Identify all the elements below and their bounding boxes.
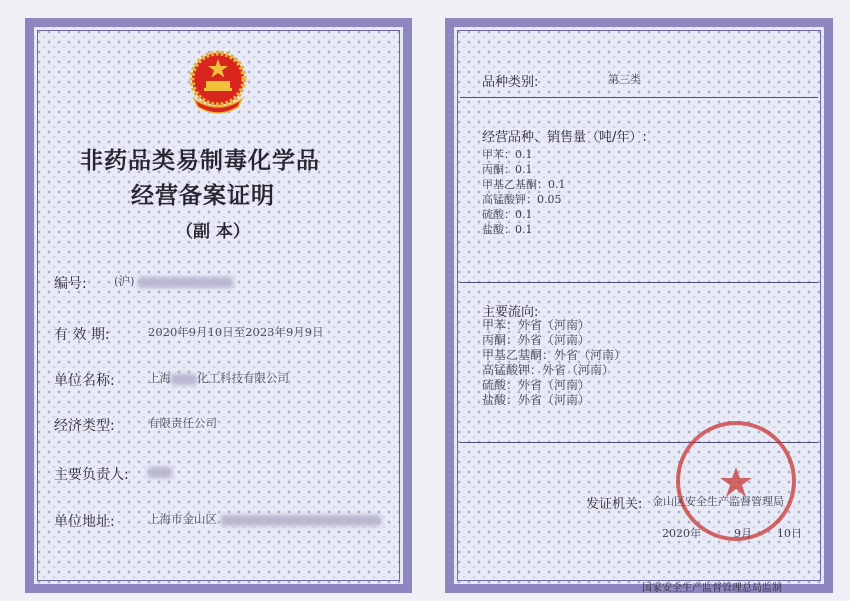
field-value-number: (沪): [114, 273, 233, 289]
field-value-principal: [148, 464, 172, 478]
field-label-economy-type: 经济类型:: [54, 418, 115, 434]
redacted-address: [221, 515, 381, 526]
field-value-validity: 2020年9月10日至2023年9月9日: [148, 325, 324, 339]
issuer-value: 金山区安全生产监督管理局: [652, 495, 784, 508]
category-value: 第三类: [608, 73, 641, 86]
redacted-principal: [148, 467, 172, 478]
field-label-address: 单位地址:: [54, 514, 115, 530]
divider: [460, 97, 818, 98]
divider: [460, 282, 818, 283]
redacted-company: [171, 374, 197, 385]
field-label-number: 编号:: [54, 276, 87, 292]
sales-label: 经营品种、销售量（吨/年）:: [482, 130, 647, 145]
issuing-authority-note: 国家安全生产监督管理总局监制: [642, 583, 782, 594]
issue-date-month: 9月: [734, 527, 752, 540]
issue-date: [662, 526, 802, 541]
field-label-validity: 有 效 期:: [54, 327, 110, 343]
list-item: 甲苯：外省（河南）: [482, 318, 591, 332]
document-subtitle: 经营备案证明: [131, 182, 275, 209]
flow-label: 主要流向:: [482, 305, 539, 320]
list-item: 高锰酸钾：0.05: [482, 193, 562, 206]
list-item: 盐酸：外省（河南）: [482, 393, 591, 407]
issue-date-year: 2020年: [662, 527, 701, 540]
list-item: 甲基乙基酮：0.1: [482, 178, 566, 191]
category-label: 品种类别:: [482, 75, 539, 90]
field-value-address: 上海市金山区: [148, 511, 381, 527]
redacted-number: [138, 277, 233, 288]
national-emblem-icon: [182, 49, 254, 115]
list-item: 硫酸：外省（河南）: [482, 378, 591, 392]
issue-date-day: 10日: [777, 527, 802, 540]
list-item: 丙酮：外省（河南）: [482, 333, 591, 347]
field-label-principal: 主要负责人:: [54, 467, 129, 483]
list-item: 甲基乙基酮：外省（河南）: [482, 348, 627, 362]
field-value-economy-type: 有限责任公司: [148, 416, 217, 430]
list-item: 盐酸：0.1: [482, 223, 533, 236]
left-page: [25, 18, 412, 593]
list-item: 丙酮：0.1: [482, 163, 533, 176]
flow-list: [482, 318, 626, 408]
field-label-company: 单位名称:: [54, 373, 115, 389]
list-item: 高锰酸钾：外省（河南）: [482, 363, 615, 377]
copy-note: （副 本）: [176, 222, 250, 242]
document-title: 非药品类易制毒化学品: [80, 147, 320, 174]
list-item: 甲苯：0.1: [482, 148, 533, 161]
list-item: 硫酸：0.1: [482, 208, 533, 221]
sales-list: [482, 147, 566, 237]
issuer-label: 发证机关:: [586, 497, 643, 512]
right-page: [445, 18, 833, 593]
field-value-company: 上海 化工科技有限公司: [148, 371, 289, 385]
